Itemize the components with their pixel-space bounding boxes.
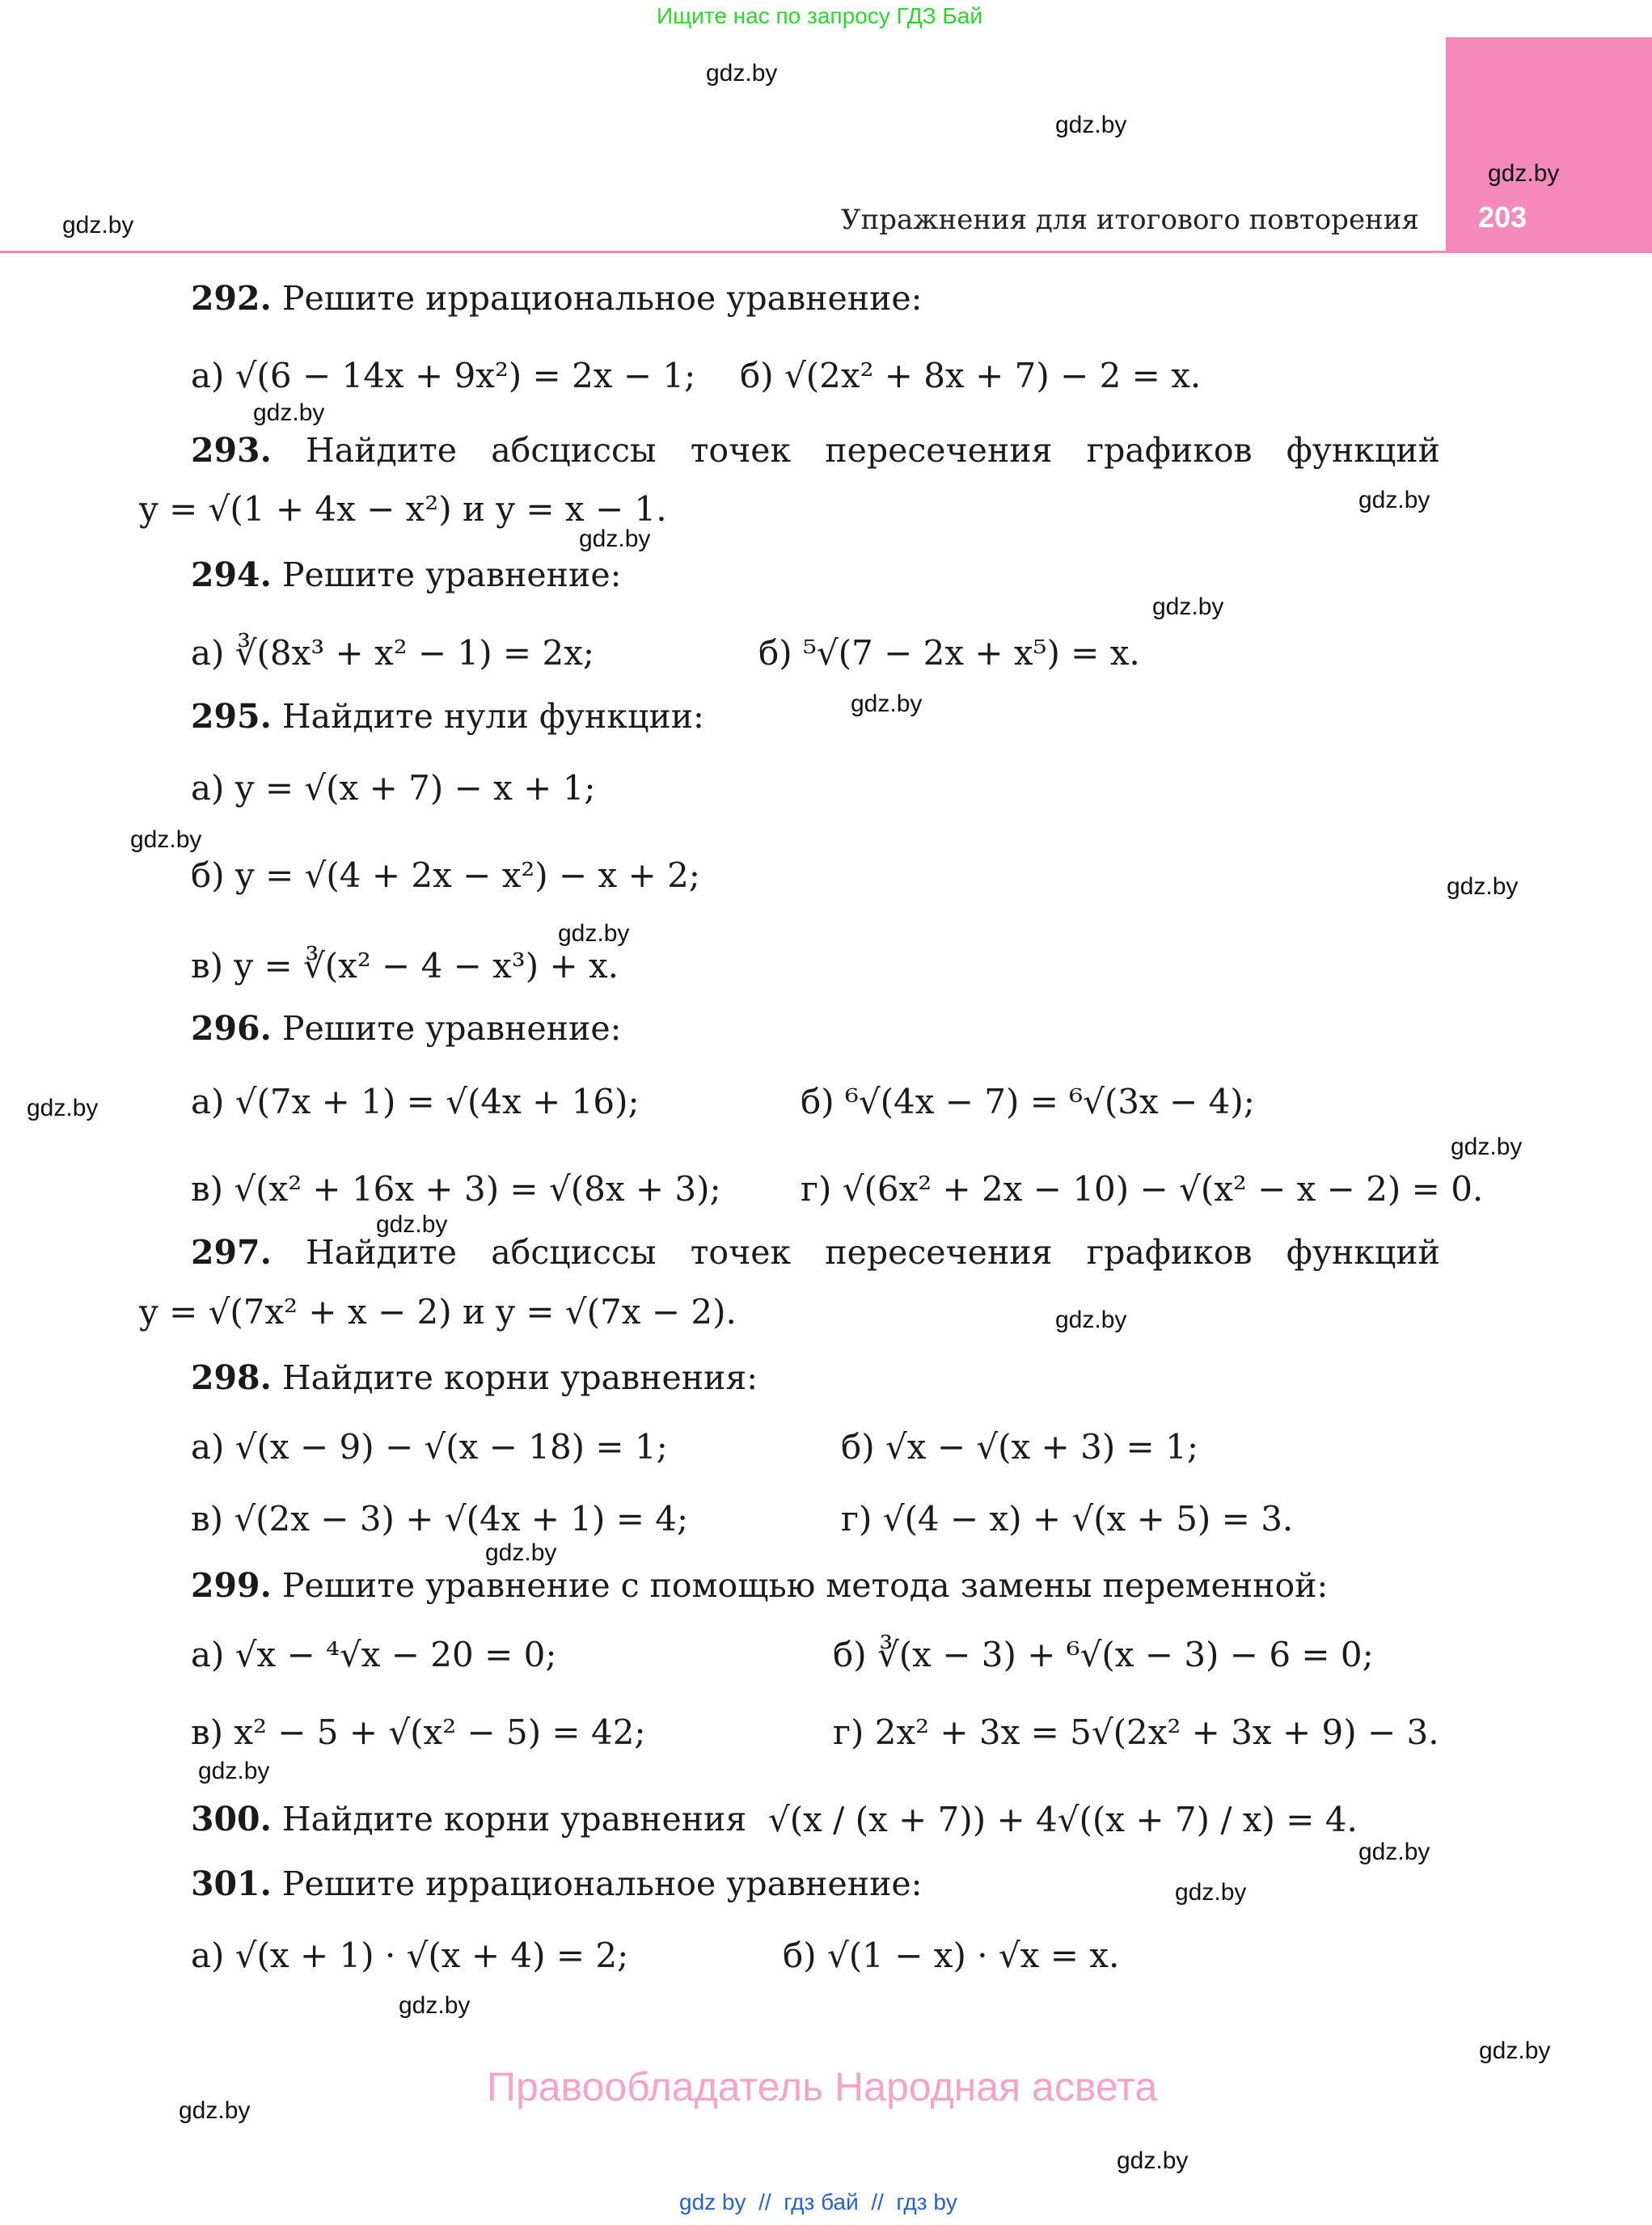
exercise-294-statement: 294. Решите уравнение:: [191, 555, 622, 594]
exercise-298-statement: 298. Найдите корни уравнения:: [191, 1358, 758, 1397]
page-number-tab: [1446, 37, 1652, 252]
exercise-292-b: б) √(2x² + 8x + 7) − 2 = x.: [740, 356, 1202, 395]
watermark: gdz.by: [1488, 160, 1560, 187]
header-title: Упражнения для итогового повторения: [841, 204, 1419, 236]
watermark: gdz.by: [851, 690, 923, 717]
watermark: gdz.by: [1479, 2037, 1551, 2064]
exercise-299-statement: 299. Решите уравнение с помощью метода замены переменной:: [191, 1566, 1329, 1605]
exercise-298-c: в) √(2x − 3) + √(4x + 1) = 4;: [191, 1499, 689, 1539]
exercise-296-d: г) √(6x² + 2x − 10) − √(x² − x − 2) = 0.: [801, 1169, 1484, 1209]
exercise-296-c: в) √(x² + 16x + 3) = √(8x + 3);: [191, 1169, 721, 1209]
watermark: gdz.by: [179, 2097, 251, 2124]
footer-separator: //: [758, 2189, 771, 2214]
exercise-299-c: в) x² − 5 + √(x² − 5) = 42;: [191, 1712, 646, 1752]
exercise-297-functions: y = √(7x² + x − 2) и y = √(7x − 2).: [139, 1292, 737, 1332]
exercise-299-d: г) 2x² + 3x = 5√(2x² + 3x + 9) − 3.: [833, 1712, 1439, 1752]
footer-separator: //: [871, 2189, 884, 2214]
watermark: gdz.by: [1175, 1879, 1247, 1906]
exercise-301-b: б) √(1 − x) · √x = x.: [783, 1936, 1120, 1975]
watermark: gdz.by: [558, 920, 630, 947]
exercise-296-a: а) √(7x + 1) = √(4x + 16);: [191, 1082, 640, 1121]
watermark: gdz.by: [198, 1758, 270, 1784]
watermark: gdz.by: [706, 60, 778, 87]
exercise-300-statement: 300. Найдите корни уравнения: [191, 1800, 747, 1839]
watermark: gdz.by: [376, 1211, 448, 1238]
watermark: gdz.by: [1117, 2147, 1189, 2174]
exercise-296-b: б) ⁶√(4x − 7) = ⁶√(3x − 4);: [801, 1082, 1255, 1121]
exercise-298-a: а) √(x − 9) − √(x − 18) = 1;: [191, 1427, 668, 1467]
exercise-295-statement: 295. Найдите нули функции:: [191, 697, 704, 736]
exercise-294-b: б) ⁵√(7 − 2x + x⁵) = x.: [758, 633, 1140, 673]
exercise-293-functions: y = √(1 + 4x − x²) и y = x − 1.: [139, 489, 667, 529]
watermark: gdz.by: [62, 212, 134, 239]
exercise-294-a: а) ∛(8x³ + x² − 1) = 2x;: [191, 633, 595, 673]
watermark: gdz.by: [27, 1095, 99, 1121]
watermark: gdz.by: [1152, 593, 1224, 620]
exercise-295-a: а) y = √(x + 7) − x + 1;: [191, 768, 596, 808]
page-number: 203: [1478, 201, 1527, 234]
watermark: gdz.by: [399, 1992, 471, 2019]
watermark: gdz.by: [579, 526, 651, 552]
footer-link-gdz-by[interactable]: gdz by: [679, 2189, 746, 2214]
exercise-300-equation: √(x / (x + 7)) + 4√((x + 7) / x) = 4.: [768, 1800, 1358, 1839]
exercise-296-statement: 296. Решите уравнение:: [191, 1009, 622, 1048]
exercise-301-statement: 301. Решите иррациональное уравнение:: [191, 1864, 923, 1903]
watermark: gdz.by: [130, 826, 202, 853]
exercise-301-a: а) √(x + 1) · √(x + 4) = 2;: [191, 1936, 629, 1975]
footer-links: [679, 2189, 957, 2215]
exercise-297-statement: 297. Найдите абсциссы точек пересечения графиков функций: [191, 1233, 1440, 1272]
exercise-292-a: а) √(6 − 14x + 9x²) = 2x − 1;: [191, 356, 696, 395]
top-banner: Ищите нас по запросу ГДЗ Бай: [657, 3, 983, 28]
exercise-293-statement: 293. Найдите абсциссы точек пересечения графиков функций: [191, 431, 1440, 470]
footer-link-gdz-by-cyr[interactable]: гдз by: [896, 2189, 957, 2214]
exercise-298-d: г) √(4 − x) + √(x + 5) = 3.: [841, 1499, 1294, 1539]
copyright-notice: Правообладатель Народная асвета: [487, 2064, 1158, 2109]
watermark: gdz.by: [1451, 1134, 1523, 1160]
watermark: gdz.by: [1447, 873, 1519, 900]
footer-link-gdz-bai[interactable]: гдз бай: [784, 2189, 859, 2214]
watermark: gdz.by: [1055, 1307, 1127, 1333]
exercise-292-statement: 292. Решите иррациональное уравнение:: [191, 279, 923, 318]
header-divider: [0, 251, 1652, 253]
watermark: gdz.by: [1358, 1839, 1430, 1865]
watermark: gdz.by: [485, 1539, 557, 1566]
exercise-299-a: а) √x − ⁴√x − 20 = 0;: [191, 1635, 557, 1674]
watermark: gdz.by: [1358, 487, 1430, 513]
exercise-295-c: в) y = ∛(x² − 4 − x³) + x.: [191, 946, 619, 986]
watermark: gdz.by: [253, 399, 325, 426]
exercise-295-b: б) y = √(4 + 2x − x²) − x + 2;: [191, 855, 700, 895]
exercise-299-b: б) ∛(x − 3) + ⁶√(x − 3) − 6 = 0;: [833, 1635, 1374, 1674]
exercise-298-b: б) √x − √(x + 3) = 1;: [841, 1427, 1198, 1467]
watermark: gdz.by: [1055, 112, 1127, 138]
